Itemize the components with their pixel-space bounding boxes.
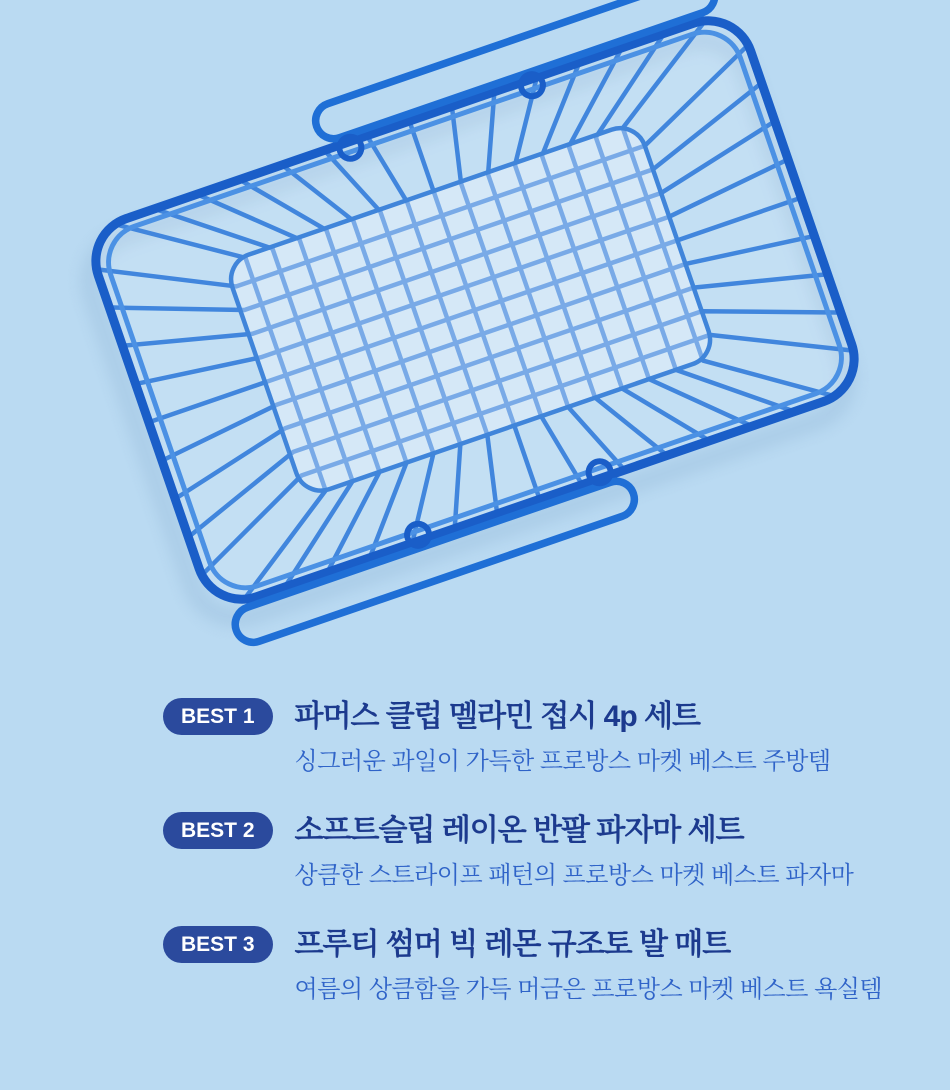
- best-1-title: 파머스 클럽 멜라민 접시 4p 세트: [294, 700, 700, 733]
- best-item-1: [163, 698, 831, 777]
- best-2-description: 상큼한 스트라이프 패턴의 프로방스 마켓 베스트 파자마: [294, 862, 854, 889]
- best-1-badge: BEST 1: [163, 698, 273, 735]
- best-3-title: 프루티 썸머 빅 레몬 규조토 발 매트: [294, 928, 731, 961]
- best-3-badge: BEST 3: [163, 926, 273, 963]
- best-item-3: [163, 926, 882, 1005]
- best-1-description: 싱그러운 과일이 가득한 프로방스 마켓 베스트 주방템: [294, 748, 831, 775]
- best-3-description: 여름의 상큼함을 가득 머금은 프로방스 마켓 베스트 욕실템: [294, 976, 883, 1003]
- best-item-2: [163, 812, 853, 891]
- best-2-badge: BEST 2: [163, 812, 273, 849]
- best-2-title: 소프트슬립 레이온 반팔 파자마 세트: [294, 814, 744, 847]
